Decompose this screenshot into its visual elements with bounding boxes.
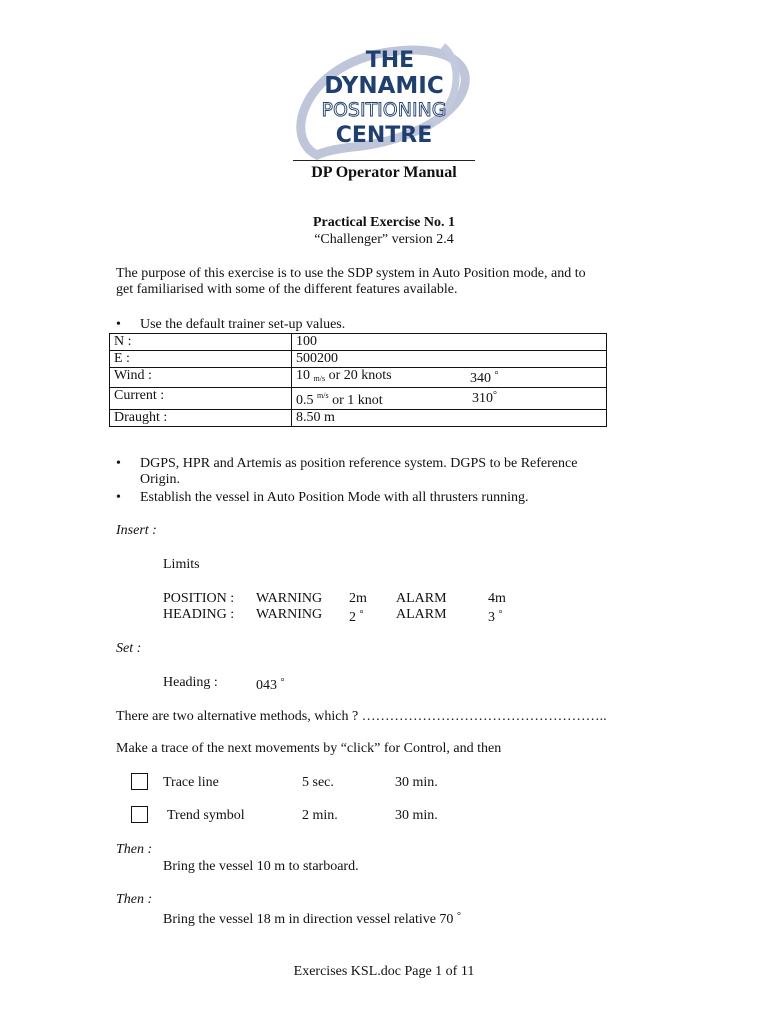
position-warning-label: WARNING [256, 591, 323, 606]
set-label: Set : [116, 641, 142, 656]
dynamic-positioning-centre-logo [293, 43, 475, 160]
heading-alarm-value: 3 ° [488, 609, 503, 625]
insert-label: Insert : [116, 523, 157, 538]
table-cell-value [292, 368, 607, 388]
trace-line-checkbox[interactable] [131, 773, 148, 790]
logo-text-the: THE [365, 48, 415, 73]
wind-direction: 340 ° [470, 370, 499, 386]
header-rule [293, 160, 475, 161]
current-knots: or 1 knot [332, 393, 383, 408]
setup-bullet: • Use the default trainer set-up values. [140, 317, 345, 333]
then-label-1: Then : [116, 842, 153, 857]
table-cell-value: 8.50 m [292, 410, 607, 427]
methods-question: There are two alternative methods, which ? …………………………………………….. [116, 709, 607, 724]
logo-text-centre: CENTRE [335, 123, 433, 148]
trend-symbol-duration: 30 min. [395, 808, 438, 823]
reference-bullet-line-2: Origin. [140, 472, 181, 487]
trend-symbol-label: Trend symbol [167, 808, 245, 823]
table-cell-label: N : [110, 334, 292, 351]
trainer-values-table [109, 333, 607, 427]
limits-heading: Limits [163, 557, 200, 572]
heading-set-value: 043 ° [256, 677, 285, 693]
table-row [110, 351, 607, 368]
current-direction: 310° [472, 390, 497, 406]
then-instruction-2: Bring the vessel 18 m in direction vessel relative 70 ° [163, 911, 461, 927]
table-row [110, 368, 607, 388]
exercise-subtitle: “Challenger” version 2.4 [314, 232, 454, 247]
then-instruction-1: Bring the vessel 10 m to starboard. [163, 859, 359, 874]
logo-text-dynamic: DYNAMIC [324, 73, 444, 99]
trace-instructions: Make a trace of the next movements by “click” for Control, and then [116, 741, 502, 756]
heading-set-label: Heading : [163, 675, 218, 690]
position-alarm-label: ALARM [396, 591, 447, 606]
current-unit: m/s [317, 391, 329, 400]
wind-unit: m/s [313, 374, 326, 383]
heading-warning-label: WARNING [256, 607, 323, 622]
table-cell-label: Wind : [110, 368, 292, 388]
trace-line-interval: 5 sec. [302, 775, 334, 790]
heading-alarm-label: ALARM [396, 607, 447, 622]
exercise-title: Practical Exercise No. 1 [312, 215, 456, 230]
table-row [110, 334, 607, 351]
heading-limit-name: HEADING : [163, 607, 235, 622]
wind-speed: 10 [296, 368, 310, 383]
intro-line-2: get familiarised with some of the different features available. [116, 282, 458, 297]
position-limit-name: POSITION : [163, 591, 235, 606]
position-alarm-value: 4m [488, 591, 506, 606]
document-title: DP Operator Manual [311, 164, 457, 181]
current-speed: 0.5 [296, 393, 314, 408]
heading-warning-value: 2 ° [349, 609, 364, 625]
page-footer: Exercises KSL.doc Page 1 of 11 [293, 964, 475, 979]
wind-knots: or 20 knots [328, 368, 392, 383]
table-row [110, 410, 607, 427]
table-row [110, 388, 607, 410]
logo-text-positioning: POSITIONING [321, 99, 447, 121]
trend-symbol-checkbox[interactable] [131, 806, 148, 823]
table-cell-value: 500200 [292, 351, 607, 368]
table-cell-label: E : [110, 351, 292, 368]
trace-line-label: Trace line [163, 775, 219, 790]
reference-bullet-line-1: • DGPS, HPR and Artemis as position reference system. DGPS to be Reference [140, 456, 577, 472]
intro-line-1: The purpose of this exercise is to use the SDP system in Auto Position mode, and to [116, 266, 586, 281]
auto-position-bullet: • Establish the vessel in Auto Position Mode with all thrusters running. [140, 490, 528, 506]
table-cell-label: Draught : [110, 410, 292, 427]
table-cell-value: 100 [292, 334, 607, 351]
table-cell-label: Current : [110, 388, 292, 410]
trace-line-duration: 30 min. [395, 775, 438, 790]
position-warning-value: 2m [349, 591, 367, 606]
then-label-2: Then : [116, 892, 153, 907]
table-cell-value [292, 388, 607, 410]
trend-symbol-interval: 2 min. [302, 808, 338, 823]
